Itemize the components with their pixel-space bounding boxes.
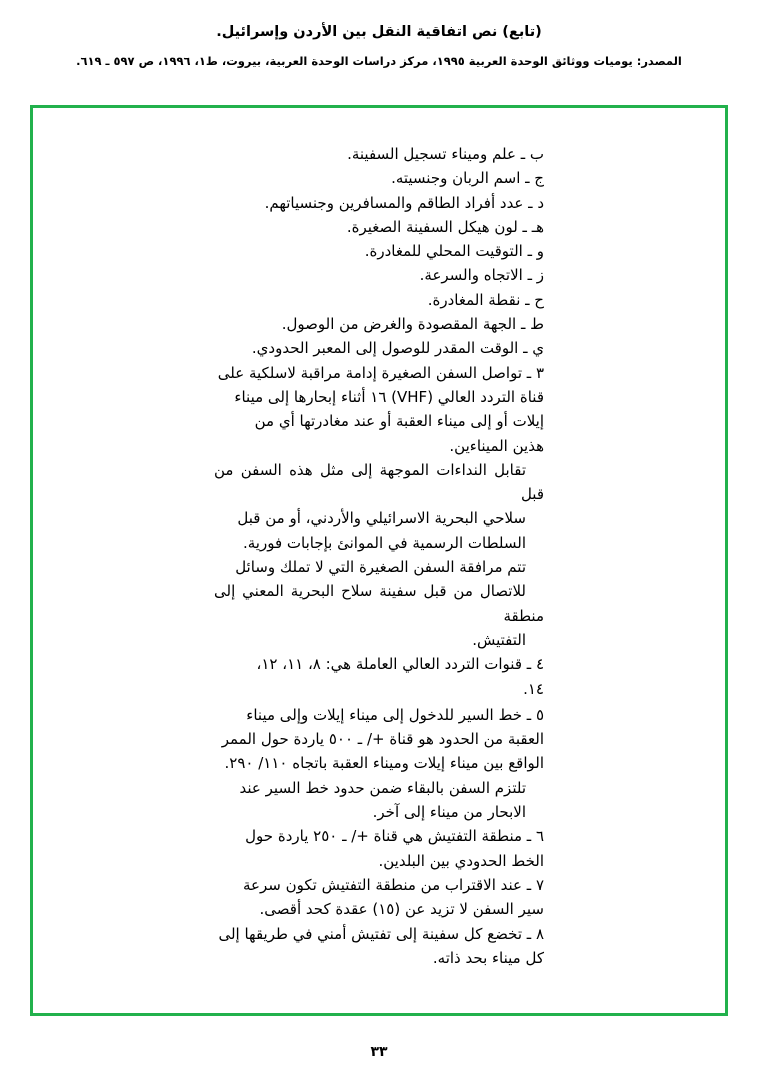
text-line: ٦ ـ منطقة التفتيش هي قناة +/ ـ ٢٥٠ ياردة حول: [245, 827, 544, 846]
paragraph-item-j: [214, 166, 544, 190]
text-line: السلطات الرسمية في الموانئ بإجابات فورية.: [242, 533, 526, 552]
text-line: و ـ التوقيت المحلي للمغادرة.: [364, 242, 544, 261]
paragraph-para-calls: [209, 458, 544, 555]
text-line: ٤ ـ قنوات التردد العالي العاملة هي: ٨، ١١، ١٢،: [256, 655, 544, 674]
source-line: المصدر: يوميات ووثائق الوحدة العربية ١٩٩٥، مركز دراسات الوحدة العربية، بيروت، ط١، ١٩٩٦، ص ٥٩٧ ـ ٦١٩.: [76, 54, 682, 69]
text-line: سير السفن لا تزيد عن (١٥) عقدة كحد أقصى.: [259, 900, 544, 919]
paragraph-item-b: [214, 142, 544, 166]
text-line: الخط الحدودي بين البلدين.: [378, 851, 544, 870]
content-frame-inner: [33, 108, 725, 1013]
text-line: إيلات أو إلى ميناء العقبة أو عند مغادرتها أي من: [254, 412, 544, 431]
text-line: كل ميناء بحد ذاته.: [432, 948, 544, 967]
paragraph-para-route: [214, 776, 544, 825]
paragraph-item-h: [214, 215, 544, 239]
text-line: التفتيش.: [472, 630, 526, 649]
text-line: ١٤.: [523, 679, 544, 698]
paragraph-item-ya: [214, 336, 544, 360]
text-line: هذين الميناءين.: [449, 436, 544, 455]
text-line: ب ـ علم وميناء تسجيل السفينة.: [347, 145, 544, 163]
text-line: ي ـ الوقت المقدر للوصول إلى المعبر الحدودي.: [251, 339, 544, 358]
paragraph-item-6: [214, 824, 544, 873]
paragraph-item-7: [214, 873, 544, 922]
paragraph-item-d: [214, 191, 544, 215]
page-title: (تابع) نص اتفاقية النقل بين الأردن وإسرائيل.: [216, 24, 542, 40]
paragraph-item-3: [214, 361, 544, 458]
paragraph-item-ha: [214, 288, 544, 312]
text-line: الابحار من ميناء إلى آخر.: [372, 803, 526, 822]
text-line: الواقع بين ميناء إيلات وميناء العقبة باتجاه ١١٠/ ٢٩٠.: [224, 754, 544, 773]
paragraph-item-z: [214, 263, 544, 287]
paragraph-item-8: [214, 922, 544, 971]
paragraph-item-4: [214, 652, 544, 701]
text-line: قناة التردد العالي (VHF) ١٦ أثناء إبحارها إلى ميناء: [234, 387, 544, 406]
text-line: العقبة من الحدود هو قناة +/ ـ ٥٠٠ ياردة حول الممر: [221, 730, 544, 749]
text-line: ٧ ـ عند الاقتراب من منطقة التفتيش تكون سرعة: [243, 875, 544, 894]
page-number: ٣٣: [370, 1044, 388, 1060]
text-line: تقابل النداءات الموجهة إلى مثل هذه السفن من قبل: [209, 460, 544, 504]
text-line: ح ـ نقطة المغادرة.: [427, 290, 544, 309]
text-line: للاتصال من قبل سفينة سلاح البحرية المعني إلى منطقة: [209, 582, 544, 625]
text-line: تتم مرافقة السفن الصغيرة التي لا تملك وسائل: [235, 558, 526, 577]
text-line: تلتزم السفن بالبقاء ضمن حدود خط السير عند: [239, 778, 526, 797]
paragraph-item-5: [214, 703, 544, 776]
document-body: [209, 142, 544, 970]
text-line: ٨ ـ تخضع كل سفينة إلى تفتيش أمني في طريقها إلى: [218, 924, 544, 943]
text-line: د ـ عدد أفراد الطاقم والمسافرين وجنسياتهم.: [264, 193, 544, 212]
text-line: سلاحي البحرية الاسرائيلي والأردني، أو من قبل: [237, 509, 526, 528]
text-line: ز ـ الاتجاه والسرعة.: [419, 266, 544, 285]
text-line: هـ ـ لون هيكل السفينة الصغيرة.: [346, 217, 544, 236]
text-line: ج ـ اسم الربان وجنسيته.: [391, 169, 544, 188]
text-line: ٣ ـ تواصل السفن الصغيرة إدامة مراقبة لاسلكية على: [217, 363, 544, 382]
paragraph-para-escort: [209, 555, 544, 652]
text-line: ط ـ الجهة المقصودة والغرض من الوصول.: [281, 315, 544, 334]
paragraph-item-ta: [214, 312, 544, 336]
content-frame: [30, 105, 728, 1016]
text-line: ٥ ـ خط السير للدخول إلى ميناء إيلات وإلى ميناء: [246, 705, 544, 724]
page-header: [0, 0, 758, 68]
paragraph-item-w: [214, 239, 544, 263]
